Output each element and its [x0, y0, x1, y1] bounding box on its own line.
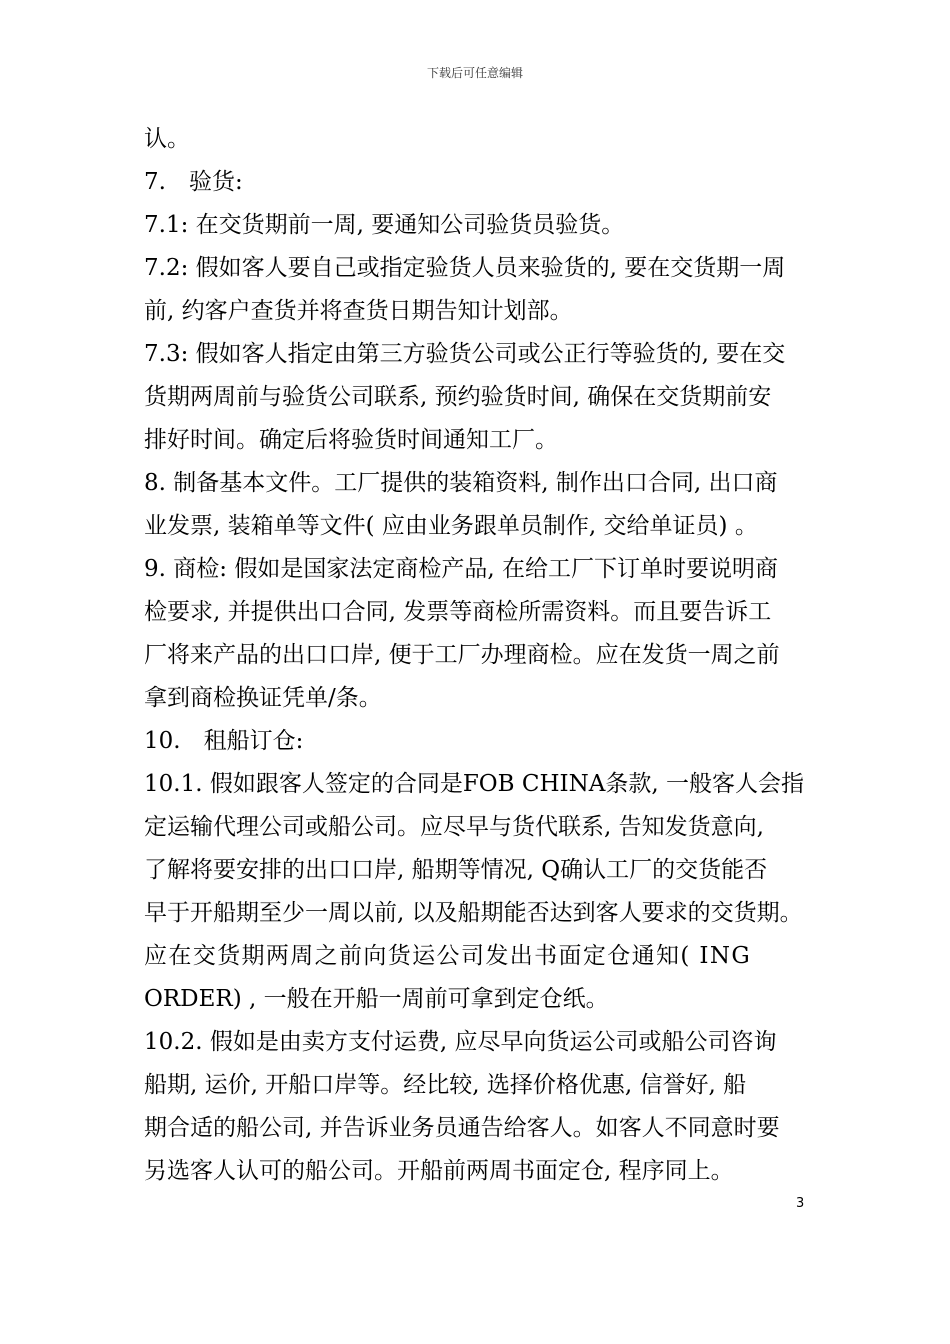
text-line: 8. 制备基本文件。工厂提供的装箱资料, 制作出口合同, 出口商: [144, 470, 778, 496]
text-line: 船期, 运价, 开船口岸等。经比较, 选择价格优惠, 信誉好, 船: [144, 1072, 747, 1098]
text-line: 早于开船期至少一周以前, 以及船期能否达到客人要求的交货期。: [144, 900, 803, 926]
text-line: 了解将要安排的出口口岸, 船期等情况, Q确认工厂的交货能否: [144, 857, 768, 883]
text-line: 排好时间。确定后将验货时间通知工厂。: [144, 427, 558, 453]
page-number: 3: [796, 1196, 805, 1211]
section-heading: 7. 验货:: [144, 169, 243, 195]
text-line: 7.2: 假如客人要自己或指定验货人员来验货的, 要在交货期一周: [144, 255, 786, 281]
page-header: 下载后可任意编辑: [426, 66, 523, 80]
text-line: 10.2. 假如是由卖方支付运费, 应尽早向货运公司或船公司咨询: [144, 1029, 777, 1055]
text-line: 期合适的船公司, 并告诉业务员通告给客人。如客人不同意时要: [144, 1115, 780, 1141]
text-line: 检要求, 并提供出口合同, 发票等商检所需资料。而且要告诉工: [144, 599, 772, 625]
section-heading: 10. 租船订仓:: [144, 728, 304, 754]
text-line: 认。: [144, 126, 190, 152]
text-line: 另选客人认可的船公司。开船前两周书面定仓, 程序同上。: [144, 1158, 734, 1184]
text-line: 前, 约客户查货并将查货日期告知计划部。: [144, 298, 573, 324]
text-line: 货期两周前与验货公司联系, 预约验货时间, 确保在交货期前安: [144, 384, 772, 410]
text-line: 定运输代理公司或船公司。应尽早与货代联系, 告知发货意向,: [144, 814, 764, 840]
text-line: 厂将来产品的出口口岸, 便于工厂办理商检。应在发货一周之前: [144, 642, 780, 668]
text-line: 9. 商检: 假如是国家法定商检产品, 在给工厂下订单时要说明商: [144, 556, 778, 582]
text-line: 7.3: 假如客人指定由第三方验货公司或公正行等验货的, 要在交: [144, 341, 786, 367]
text-line: 10.1. 假如跟客人签定的合同是FOB CHINA条款, 一般客人会指: [144, 771, 804, 797]
text-line: 应在交货期两周之前向货运公司发出书面定仓通知( ING: [144, 943, 752, 969]
document-body: [144, 124, 816, 1199]
text-line: 业发票, 装箱单等文件( 应由业务跟单员制作, 交给单证员) 。: [144, 513, 758, 539]
text-line: ORDER) , 一般在开船一周前可拿到定仓纸。: [144, 986, 609, 1012]
text-line: 拿到商检换证凭单/条。: [144, 685, 382, 711]
text-line: 7.1: 在交货期前一周, 要通知公司验货员验货。: [144, 212, 625, 238]
